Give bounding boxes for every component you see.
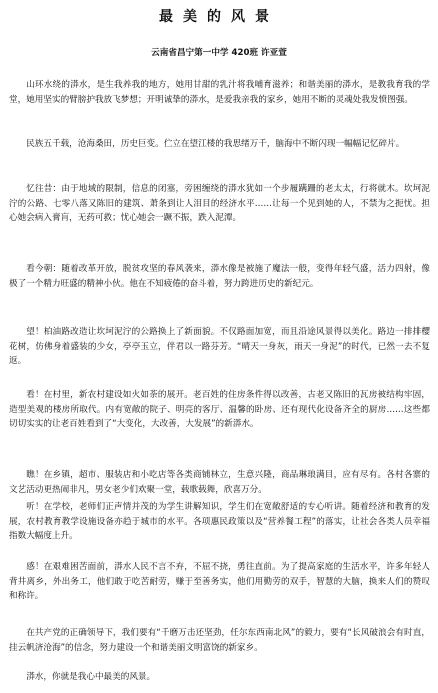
paragraph-10: 在共产党的正确领导下，我们要有“千磨万击还坚劲，任尔东西南北风”的毅力，要有“长风破浪会有时直，挂云帆济沧海”的信念，努力建设一个和谐美丽文明富饶的新家乡。: [9, 628, 430, 653]
paragraph-4: 看今朝：随着改革开放，脱贫攻坚的春风袭来，漭水像是被施了魔法一般，变得年轻气盛，活力四射，像极了一个精力旺盛的精神小伙。他在不知疲倦的奋斗着，努力跨进历史的新纪元。: [9, 264, 430, 289]
paragraph-1: 山环水绕的漭水，是生我养我的地方，她用甘甜的乳汁将我哺育滋养；和谐美丽的漭水，是教我育我的学堂，她用坚实的臂膀护我放飞梦想；开明诚挚的漭水，是爱我亲我的家乡，她用不断的灵魂处我发愤图强。: [9, 80, 430, 105]
paragraph-6: 看！在村里，新农村建设如火如荼的展开。老百姓的住房条件得以改善，古老又陈旧的瓦房被结构牢固，造型美观的楼房所取代。内有宽敞的院子、明亮的客厅、温馨的卧房、还有现代化设备齐全的厨房……这些都切切实实的让老百姓看到了“大变化，大改善，大发展”的新漭水。: [9, 390, 430, 430]
paragraph-11: 漭水，你就是我心中最美的风景。: [26, 672, 156, 682]
article-title: 最美的风景: [159, 9, 279, 25]
paragraph-2: 民族五千载，沧海桑田，历史巨变。伫立在望江楼的我思绪万千，脑海中不断闪现一幅幅记忆碎片。: [26, 139, 405, 149]
article-byline: 云南省昌宁第一中学 420班 许亚萱: [151, 48, 287, 58]
paragraph-8: 听！在学校，老师们正声情并茂的为学生讲解知识，学生们在宽敞舒适的专心听讲。随着经济和教育的发展，农村教育教学设施设备亦趋于城市的水平。各项惠民政策以及“营养餐工程”的落实，让社会各类人员幸福指数大幅度上升。: [9, 502, 430, 542]
paragraph-3: 忆往昔：由于地域的限制，信息的闭塞，旁困缠绕的漭水犹如一个步履蹒跚的老太太，行将就木。坎坷泥泞的公路、七零八落又陈旧的建筑、萧条到让人泪目的经济水平……让每一个见到她的人，不禁为之扼忧。担心她会病入膏肓，无药可救；忧心她会一蹶不振，跌入泥潭。: [9, 184, 430, 224]
paragraph-7: 瞧！在乡镇，超市、服装店和小吃店等各类商铺林立，生意兴隆，商品琳琅满目，应有尽有。各村各寨的文艺活动更热闹非凡，男女老少们欢聚一堂，载歌载舞，欣喜万分。: [9, 470, 430, 495]
paragraph-9: 感！在艰难困苦面前，漭水人民不言不弃，不屈不挠，勇往直前。为了提高家庭的生活水平，许多年轻人背井离乡，外出务工，他们敢于吃苦耐劳，赚于至善务实，他们用勤劳的双手，智慧的大脑，换来人们的赞叹和称许。: [9, 562, 430, 602]
paragraph-5: 望！柏油路改造让坎坷泥泞的公路换上了新面貌。不仅路面加宽，而且沿途风景得以美化。路边一排排樱花树，仿佛身着盛装的少女，亭亭玉立，伴君以一路芬芳。“晴天一身灰，雨天一身泥”的时代，已然一去不复返。: [9, 327, 430, 367]
